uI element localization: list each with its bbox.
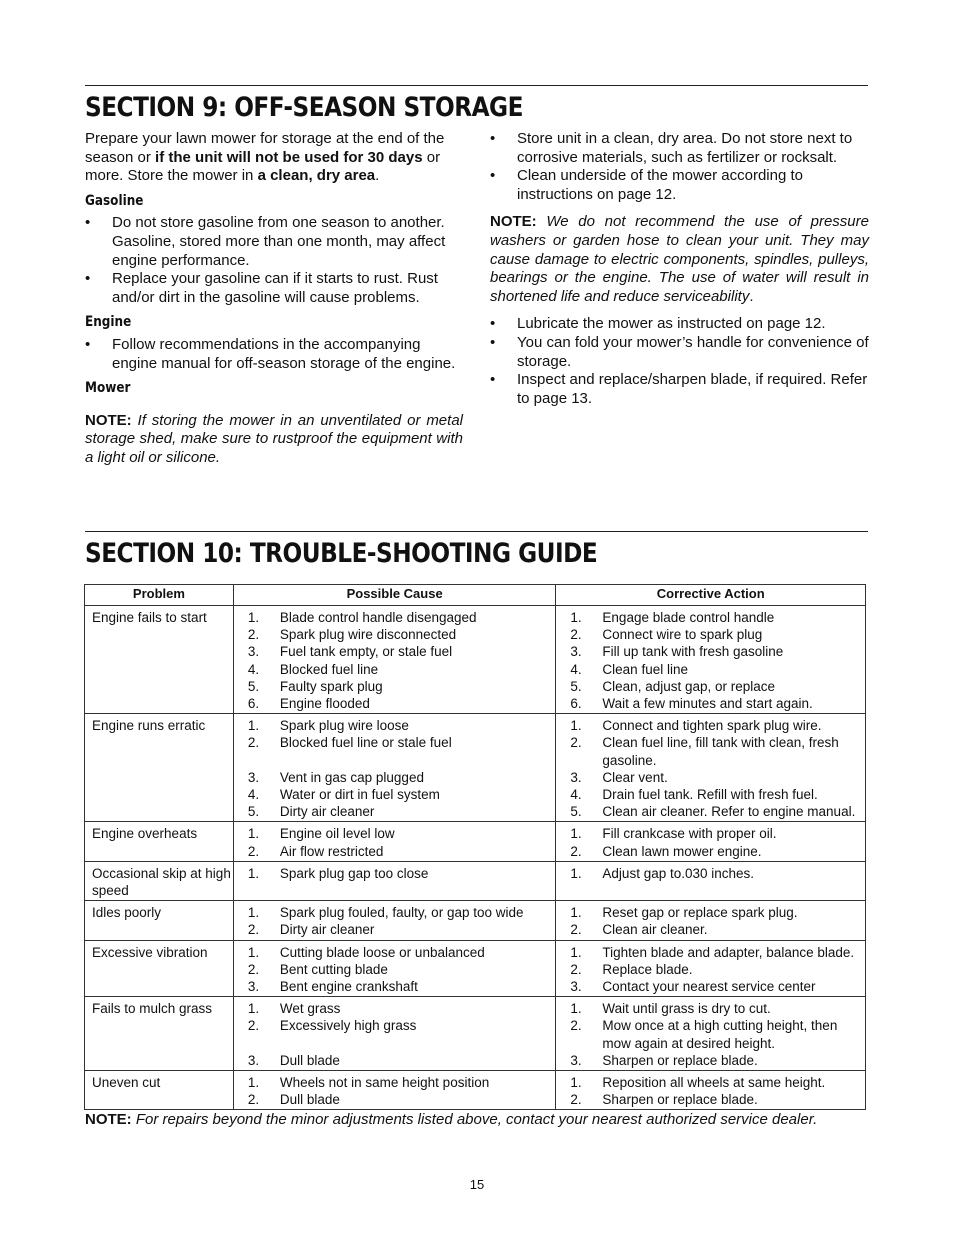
table-row — [85, 940, 866, 997]
table-header-row — [85, 585, 866, 606]
cause-cell: 1. Spark plug fouled, faulty, or gap too wide 2. Dirty air cleaner — [233, 901, 556, 940]
problem-cell: Fails to mulch grass — [85, 997, 234, 1071]
action-cell: 1. Connect and tighten spark plug wire. 2. Clean fuel line, fill tank with clean, fresh gasoline. 3. Clear vent. 4. Drain fuel tank. Refill with fresh fuel. 5. Clean air cleaner. Refer to engine manual. — [556, 714, 866, 822]
cause-cell: 1. Cutting blade loose or unbalanced 2. Bent cutting blade 3. Bent engine crankshaft — [233, 940, 556, 997]
cause-cell: 1. Spark plug gap too close — [233, 861, 556, 900]
problem-cell: Engine runs erratic — [85, 714, 234, 822]
table-row — [85, 997, 866, 1071]
problem-cell: Excessive vibration — [85, 940, 234, 997]
section9-right-column — [490, 130, 869, 408]
table-row — [85, 714, 866, 822]
cause-cell: 1. Spark plug wire loose 2. Blocked fuel line or stale fuel 3. Vent in gas cap plugged 4. Water or dirt in fuel system 5. Dirty air cleaner — [233, 714, 556, 822]
storage-list-b — [490, 315, 869, 408]
problem-cell: Occasional skip at high speed — [85, 861, 234, 900]
action-cell: 1. Wait until grass is dry to cut. 2. Mow once at a high cutting height, then mow again at desired height. 3. Sharpen or replace blade. — [556, 997, 866, 1071]
table-row — [85, 606, 866, 714]
cause-cell: 1. Engine oil level low 2. Air flow restricted — [233, 822, 556, 861]
table-row — [85, 861, 866, 900]
header-problem: Problem — [85, 585, 234, 606]
section10-title: SECTION 10: TROUBLE-SHOOTING GUIDE — [85, 538, 598, 569]
page-number: 15 — [469, 1177, 485, 1192]
section9-rule — [85, 85, 868, 86]
storage-list-a — [490, 130, 869, 204]
storage-item: • Inspect and replace/sharpen blade, if required. Refer to page 13. — [490, 371, 869, 408]
repairs-note: NOTE: For repairs beyond the minor adjustments listed above, contact your nearest authorized service dealer. — [85, 1111, 818, 1128]
table-row — [85, 901, 866, 940]
table-row — [85, 1071, 866, 1110]
engine-heading: Engine — [85, 314, 132, 331]
gasoline-item: • Do not store gasoline from one season to another. Gasoline, stored more than one month, may affect engine performance. — [85, 214, 463, 270]
water-note: NOTE: We do not recommend the use of pressure washers or garden hose to clean your unit. They may cause damage to electric components, spindles, pulleys, bearings or the engine. The use of water will result in shortened life and reduce serviceability. — [490, 213, 869, 305]
cause-cell: 1. Wet grass 2. Excessively high grass 3. Dull blade — [233, 997, 556, 1071]
action-cell: 1. Tighten blade and adapter, balance blade. 2. Replace blade. 3. Contact your nearest service center — [556, 940, 866, 997]
problem-cell: Engine fails to start — [85, 606, 234, 714]
section9-intro: Prepare your lawn mower for storage at the end of the season or if the unit will not be used for 30 days or more. Store the mower in a clean, dry area. — [85, 130, 445, 185]
gasoline-item: • Replace your gasoline can if it starts to rust. Rust and/or dirt in the gasoline will cause problems. — [85, 270, 463, 307]
engine-item: • Follow recommendations in the accompanying engine manual for off-season storage of the engine. — [85, 336, 463, 373]
action-cell: 1. Engage blade control handle 2. Connect wire to spark plug 3. Fill up tank with fresh gasoline 4. Clean fuel line 5. Clean, adjust gap, or replace 6. Wait a few minutes and start again. — [556, 606, 866, 714]
gasoline-list — [85, 214, 463, 307]
storage-item: • Store unit in a clean, dry area. Do not store next to corrosive materials, such as fertilizer or rocksalt. — [490, 130, 869, 167]
engine-list — [85, 336, 463, 373]
action-cell: 1. Fill crankcase with proper oil. 2. Clean lawn mower engine. — [556, 822, 866, 861]
gasoline-heading: Gasoline — [85, 192, 144, 209]
mower-note: NOTE: If storing the mower in an unventilated or metal storage shed, make sure to rustproof the equipment with a light oil or silicone. — [85, 411, 463, 466]
problem-cell: Uneven cut — [85, 1071, 234, 1110]
action-cell: 1. Reset gap or replace spark plug. 2. Clean air cleaner. — [556, 901, 866, 940]
table-row — [85, 822, 866, 861]
header-action: Corrective Action — [556, 585, 866, 606]
action-cell: 1. Adjust gap to.030 inches. — [556, 861, 866, 900]
section9-left-column — [85, 130, 463, 468]
problem-cell: Idles poorly — [85, 901, 234, 940]
storage-item: • You can fold your mower’s handle for convenience of storage. — [490, 334, 869, 371]
section10-rule — [85, 531, 868, 532]
cause-cell: 1. Wheels not in same height position 2. Dull blade — [233, 1071, 556, 1110]
troubleshooting-table — [84, 584, 866, 1110]
problem-cell: Engine overheats — [85, 822, 234, 861]
action-cell: 1. Reposition all wheels at same height. 2. Sharpen or replace blade. — [556, 1071, 866, 1110]
header-cause: Possible Cause — [233, 585, 556, 606]
section9-title: SECTION 9: OFF-SEASON STORAGE — [85, 92, 523, 123]
storage-item: • Clean underside of the mower according to instructions on page 12. — [490, 167, 869, 204]
storage-item: • Lubricate the mower as instructed on page 12. — [490, 315, 869, 334]
cause-cell: 1. Blade control handle disengaged 2. Spark plug wire disconnected 3. Fuel tank empty, or stale fuel 4. Blocked fuel line 5. Faulty spark plug 6. Engine flooded — [233, 606, 556, 714]
mower-heading: Mower — [85, 380, 131, 397]
